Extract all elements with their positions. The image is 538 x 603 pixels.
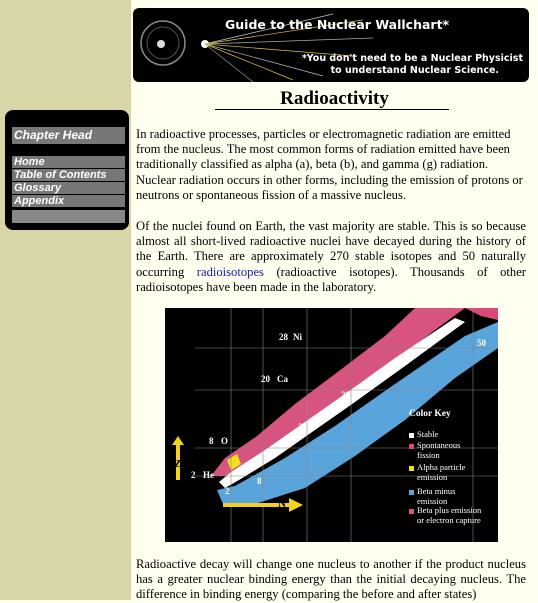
- label-n-28: 28: [341, 390, 350, 400]
- key-label-beta-minus: Beta minus emission: [417, 486, 456, 506]
- key-beta-minus: [409, 487, 487, 506]
- page-title: Radioactivity: [280, 88, 389, 109]
- key-label-stable: Stable: [417, 429, 439, 439]
- label-o-number: 8: [209, 436, 214, 446]
- label-ni-symbol: Ni: [293, 332, 302, 342]
- sidebar-background: [0, 0, 131, 600]
- label-n-50: 50: [477, 338, 486, 348]
- label-he-number: 2: [191, 470, 196, 480]
- key-stable: [409, 430, 438, 440]
- paragraph-decay: Radioactive decay will change one nucleus to another if the product nucleus has a greater nuclear binding energy than the initial decaying nucleus. The difference in binding energy (comparing the before and after states): [136, 557, 526, 602]
- label-ni-number: 28: [279, 332, 288, 342]
- label-n-20: 20: [298, 422, 307, 432]
- key-swatch-beta-minus: [409, 490, 414, 495]
- nav-chapter-head: Chapter Head: [12, 127, 125, 144]
- label-ca-number: 20: [261, 374, 270, 384]
- nav-item-home[interactable]: Home: [12, 156, 125, 168]
- banner-title: Guide to the Nuclear Wallchart*: [225, 17, 450, 32]
- label-n-2: 2: [225, 486, 230, 496]
- key-alpha: [409, 463, 487, 482]
- band-fission: [465, 308, 498, 320]
- label-n-8: 8: [257, 476, 262, 486]
- paragraph-intro: In radioactive processes, particles or electromagnetic radiation are emitted from the nucleus. The most common forms of radiation emitted have been traditionally classified as alpha (a), beta (b), and gamma (g) radiation. Nuclear radiation occurs in other forms, including the emission of protons or neutrons or spontaneous fission of a massive nucleus.: [136, 127, 523, 202]
- nav-item-table-of-contents[interactable]: Table of Contents: [12, 169, 125, 181]
- paragraph-nuclei: [136, 219, 526, 295]
- key-swatch-alpha: [409, 466, 414, 471]
- color-key-title: Color Key: [409, 409, 451, 419]
- key-swatch-beta-plus: [409, 509, 414, 514]
- nav-spacer: [12, 210, 125, 223]
- key-beta-plus: [409, 506, 493, 525]
- banner-tagline: *You don't need to be a Nuclear Physicist: [301, 53, 523, 64]
- z-axis-label: Z: [174, 458, 182, 470]
- key-spontaneous-fission: [409, 441, 479, 460]
- paragraph-nuclei-text: Of the nuclei found on Earth, the vast majority are stable. This is so because almost all short-lived radioactive nuclei have decayed during the history of the Earth. There are approximately 270 stable isotopes and 50 naturally occurring: [136, 219, 526, 279]
- title-divider: [215, 109, 449, 110]
- key-swatch-stable: [409, 433, 414, 438]
- key-swatch-fission: [409, 444, 414, 449]
- n-axis-arrow-icon: [223, 498, 303, 512]
- n-axis-label: N: [278, 498, 286, 510]
- key-label-alpha: Alpha particle emission: [417, 462, 466, 482]
- key-label-beta-plus: Beta plus emission or electron capture: [417, 505, 482, 525]
- nav-item-glossary[interactable]: Glossary: [12, 182, 125, 194]
- label-he-symbol: He: [203, 470, 214, 480]
- nav-item-appendix[interactable]: Appendix: [12, 195, 125, 207]
- paragraph-nuclei-text-2: (radioactive isotopes). Thousands of other radioisotopes have been made in the laboratory.: [136, 264, 526, 294]
- label-ca-symbol: Ca: [277, 374, 288, 384]
- nav-panel: [5, 110, 129, 230]
- key-label-fission: Spontaneous fission: [417, 440, 461, 460]
- banner-tagline-2: to understand Nuclear Science.: [330, 65, 499, 76]
- label-o-symbol: O: [221, 436, 229, 446]
- banner: [133, 8, 529, 82]
- radioisotopes-link[interactable]: radioisotopes: [196, 264, 264, 279]
